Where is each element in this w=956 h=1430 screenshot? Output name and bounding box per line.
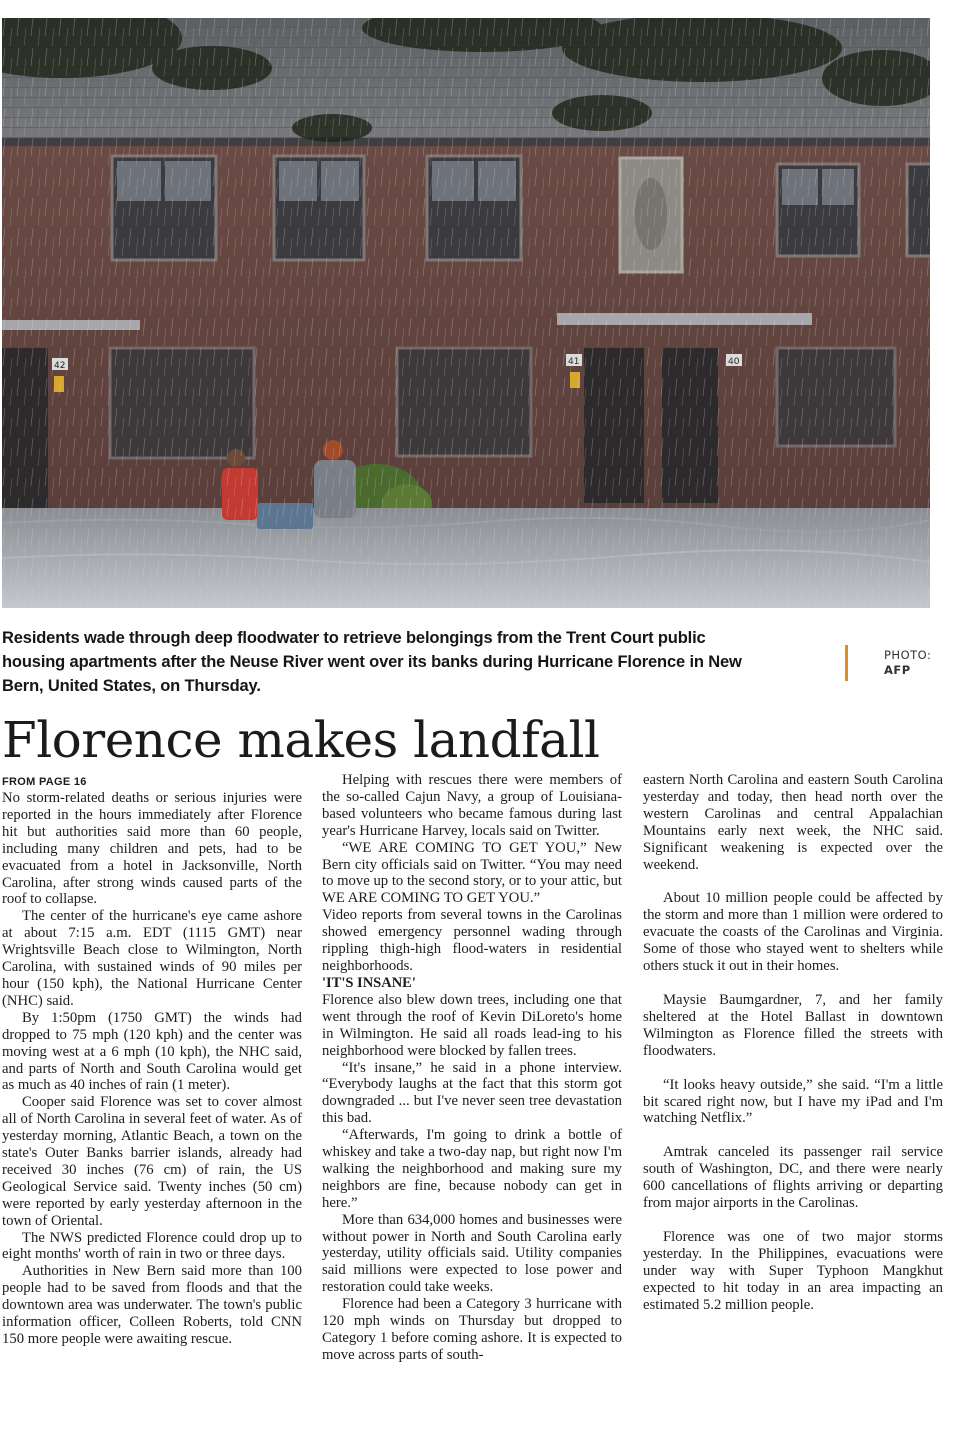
paragraph: About 10 million people could be affected by the storm and more than 1 million were ordered to evacuate the coasts of the Carolinas and Virginia. Some of those who stayed went to shelters while others stuck it out in their homes. [643,890,943,975]
paragraph: More than 634,000 homes and businesses were without power in North and South Carolina early yesterday, utility officials said. Utility companies said millions were expected to lose power and restoration could take weeks. [322,1211,622,1296]
paragraph: “It looks heavy outside,” she said. “I'm a little bit scared right now, but I have my iPad and I'm watching Netflix.” [643,1076,943,1127]
article-column-3 [643,772,943,1313]
paragraph: Video reports from several towns in the Carolinas showed emergency personnel wading through rippling thigh-high flood-waters in residential neighborhoods. [322,907,622,974]
paragraph: eastern North Carolina and eastern South Carolina yesterday and today, then head north over the western Carolinas and central Appalachian Mountains early next week, the NHC said. Significant weakening is expected over the weekend. [643,772,943,873]
paragraph: “WE ARE COMING TO GET YOU,” New Bern city officials said on Twitter. “You may need to move up to the second story, or to your attic, but WE ARE COMING TO GET YOU.” [322,839,622,907]
paragraph: Maysie Baumgardner, 7, and her family sheltered at the Hotel Ballast in downtown Wilmington as Florence filled the streets with floodwaters. [643,991,943,1059]
paragraph: The center of the hurricane's eye came ashore at about 7:15 a.m. EDT (1115 GMT) near Wrightsville Beach close to Wilmington, North Carolina, with sustained winds of 90 miles per hour (150 kph), the National Hurricane Center (NHC) said. [2,908,302,1009]
paragraph: “Afterwards, I'm going to drink a bottle of whiskey and take a two-day nap, but right now I'm walking the neighborhood and making sure my neighbors are fine, because nobody can get in here.” [322,1127,622,1211]
photo-caption: Residents wade through deep floodwater to retrieve belongings from the Trent Court public housing apartments after the Neuse River went over its banks during Hurricane Florence in New Bern, United States, on Thursday. [2,629,742,695]
paragraph: Amtrak canceled its passenger rail service south of Washington, DC, and there were nearly 600 cancellations of flights arriving or departing from major airports in the Carolinas. [643,1144,943,1212]
flooded-apartments-illustration [2,18,930,608]
jump-line: FROM PAGE 16 [2,776,87,788]
article-column-1 [2,772,302,1348]
photo-credit [884,648,931,678]
paragraph: The NWS predicted Florence could drop up to eight months' worth of rain in two or three days. [2,1229,302,1263]
article-headline: Florence makes landfall [2,711,600,769]
paragraph: Authorities in New Bern said more than 100 people had to be saved from floods and that the downtown area was underwater. The town's public information officer, Colleen Roberts, told CNN 150 more people were awaiting rescue. [2,1263,302,1347]
paragraph: Cooper said Florence was set to cover almost all of North Carolina in several feet of water. As of yesterday morning, Atlantic Beach, a town on the state's Outer Banks barrier islands, already had received 30 inches (76 cm) of rain, the US Geological Service said. Twenty inches (50 cm) were reported by early yesterday afternoon in the town of Oriental. [2,1094,302,1229]
paragraph: Helping with rescues there were members of the so-called Cajun Navy, a group of Louisiana-based volunteers who became famous during last year's Hurricane Harvey, locals said on Twitter. [322,772,622,839]
paragraph: No storm-related deaths or serious injuries were reported in the hours immediately after Florence hit but authorities said more than 60 people, including many children and pets, had to be evacuated from a hotel in Jacksonville, North Carolina, after strong winds caused parts of the roof to collapse. [2,790,302,908]
paragraph: Florence had been a Category 3 hurricane with 120 mph winds on Thursday but dropped to Category 1 before coming ashore. It is expected to move across parts of south- [322,1296,622,1363]
paragraph: Florence also blew down trees, including one that went through the roof of Kevin DiLoreto's home in Wilmington. He said all roads lead-ing to his neighborhood were blocked by fallen trees. [322,991,622,1059]
credit-divider [845,645,848,681]
paragraph: By 1:50pm (1750 GMT) the winds had dropped to 75 mph (120 kph) and the center was moving west at a 6 mph (10 kph), the NHC said, and parts of North and South Carolina would get as much as 40 inches of rain (1 meter). [2,1009,302,1094]
article-column-2 [322,772,622,1364]
paragraph: “It's insane,” he said in a phone interview. “Everybody laughs at the fact that this storm got downgraded ... but I've never seen tree devastation this bad. [322,1059,622,1127]
credit-source: AFP [884,663,911,677]
credit-label: PHOTO: [884,648,932,662]
news-photo [2,18,930,608]
paragraph: Florence was one of two major storms yesterday. In the Philippines, evacuations were under way with Super Typhoon Mangkhut expected to hit today in an area impacting an estimated 5.2 million people. [643,1228,943,1313]
subheading: 'IT'S INSANE' [322,974,416,991]
